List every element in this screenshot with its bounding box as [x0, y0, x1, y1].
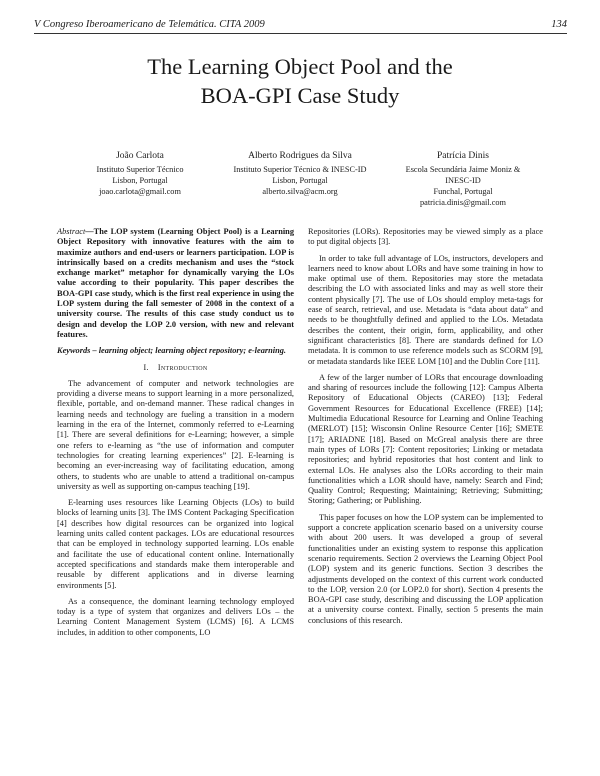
author-block-1 [65, 150, 215, 197]
page-number: 134 [551, 19, 567, 30]
keywords: Keywords – learning object; learning object repository; e-learning. [57, 346, 286, 356]
header-rule [34, 33, 567, 34]
paragraph: The advancement of computer and network technologies are providing a diverse means to support learning in a more personalized, flexible, portable, and on-demand manner. These radical changes in learning needs and technology are fueling a transition in a modern learning in the era of the Internet, commonly referred to e-Learning [1]. There are several definitions for e-Learning; however, a simple one refers to e-learning as “the use of information and computer technologies for creating learning experiences” [2]. E-learning is becoming an ever-increasing way of facilitating education, among others, to students who are unable to attend a traditional on-campus university as well as supporting on-campus teaching [19]. [57, 378, 294, 491]
paragraph: As a consequence, the dominant learning technology employed today is a type of system that organizes and delivers LOs – the Learning Content Management System (LCMS) [6]. A LCMS includes, in addition to other components, LO [57, 596, 294, 637]
author-name: João Carlota [116, 151, 164, 161]
author-affiliation: Escola Secundária Jaime Moniz & [405, 165, 521, 174]
author-email: alberto.silva@acm.org [262, 187, 338, 196]
author-location: Lisbon, Portugal [112, 176, 168, 185]
author-affiliation: Instituto Superior Técnico & INESC-ID [233, 165, 367, 174]
author-name: Patrícia Dinis [437, 151, 489, 161]
paragraph: A few of the larger number of LORs that encourage downloading and sharing of resources include the following [12]: Campus Alberta Repository of Educational Objects (CAREO) [13]; Federal Government Resources for Educational Excellence (FREE) [14]; Multimedia Educational Resource for Learning and Online Teaching (MERLOT) [15]; Wisconsin Online Resource Center [16]; SMETE [17]; ARIADNE [18]. Based on McGreal analysis there are three main types of LORs [7]: Content repositories; Linking or metadata repositories; and hybrid repositories that host content and link to external LOs. He analyses also the LORs according to their main functionalities which a LOR should have, namely: Search and Find; Quality Control; Requesting; Maintaining; Retrieving; Submitting; Storing; Gathering; or Publishing. [308, 372, 543, 506]
paragraph: E-learning uses resources like Learning Objects (LOs) to build blocks of learning units [3]. The IMS Content Packaging Specification [4] describes how digital resources can be organized into logical learning units called content packages. LOs are educational resources that can be employed in technology supported learning. LOs enable and facilitate the use of educational content online. Internationally accepted specifications and standards make them interoperable and reusable by different applications and in diverse learning environments [5]. [57, 498, 294, 590]
paragraph: Repositories (LORs). Repositories may be viewed simply as a place to put digital objects [3]. [308, 227, 543, 247]
author-location: Lisbon, Portugal [272, 176, 328, 185]
author-block-3 [388, 150, 538, 208]
abstract-label: Abstract [57, 227, 86, 236]
author-name: Alberto Rodrigues da Silva [248, 151, 352, 161]
title-line-1: The Learning Object Pool and the [147, 54, 453, 79]
section-title: Introduction [157, 362, 208, 372]
author-email: patricia.dinis@gmail.com [420, 198, 506, 207]
title-line-2: BOA-GPI Case Study [200, 83, 400, 108]
author-location: Funchal, Portugal [433, 187, 493, 196]
section-heading [57, 363, 294, 373]
author-email: joao.carlota@gmail.com [99, 187, 181, 196]
author-affiliation-2: INESC-ID [445, 176, 481, 185]
paragraph: In order to take full advantage of LOs, instructors, developers and learners need to know about LORs and have some training in how to make optimal use of them. Repositories may store the metadata describing the LO with associated links and may as well store their content physically [7]. The use of LOs should employ meta-tags for ease of search, retrieval, and use. Metadata is “data about data” and needs to be thoughtfully defined and applied to the LOs. Metadata describes the content, their origin, form, applicability, and other significant characteristics [8]. There are standards defined for LO metadata. It is common to use reference models such as SCORM [9], or metadata standards like IEEE LOM [10] and the Dublin Core [11]. [308, 253, 543, 366]
author-affiliation: Instituto Superior Técnico [96, 165, 184, 174]
author-block-2 [220, 150, 380, 197]
running-header [34, 19, 567, 33]
right-column [308, 227, 543, 632]
abstract-text: —The LOP system (Learning Object Pool) is a Learning Object Repository with innovative features with the aim to maximize authors and end-users or learners participation. LOP is intrinsically based on a credits mechanism and uses the “stock exchange market” metaphor for dynamically varying the LOs value according to their popularity. This paper describes the BOA-GPI case study, which is the first real experience in using the LOP system during the fall semester of 2008 in the context of a university course. The results of this case study conduct us to design and develop the LOP 2.0 version, with new and relevant features. [57, 227, 294, 339]
left-column [57, 227, 294, 644]
section-number: I. [143, 362, 149, 372]
paper-title [0, 52, 600, 110]
venue-header: V Congreso Iberoamericano de Telemática. CITA 2009 [34, 19, 265, 30]
paragraph: This paper focuses on how the LOP system can be implemented to support a concrete application scenario based on a university course with about 200 users. It was developed a group of several functionalities under an existing system to response this application scenario requirements. Section 2 overviews the Learning Object Pool (LOP) system and its generic functions. Section 3 describes the adjustments developed on the context of this current work conducted to the LOP, version 2.0 (or LOP2.0 for short). Section 4 presents the BOA-GPI case study, describing and discussing the LOP application at a university course context. Finally, section 5 presents the main conclusions of this research. [308, 512, 543, 625]
abstract [57, 227, 294, 340]
